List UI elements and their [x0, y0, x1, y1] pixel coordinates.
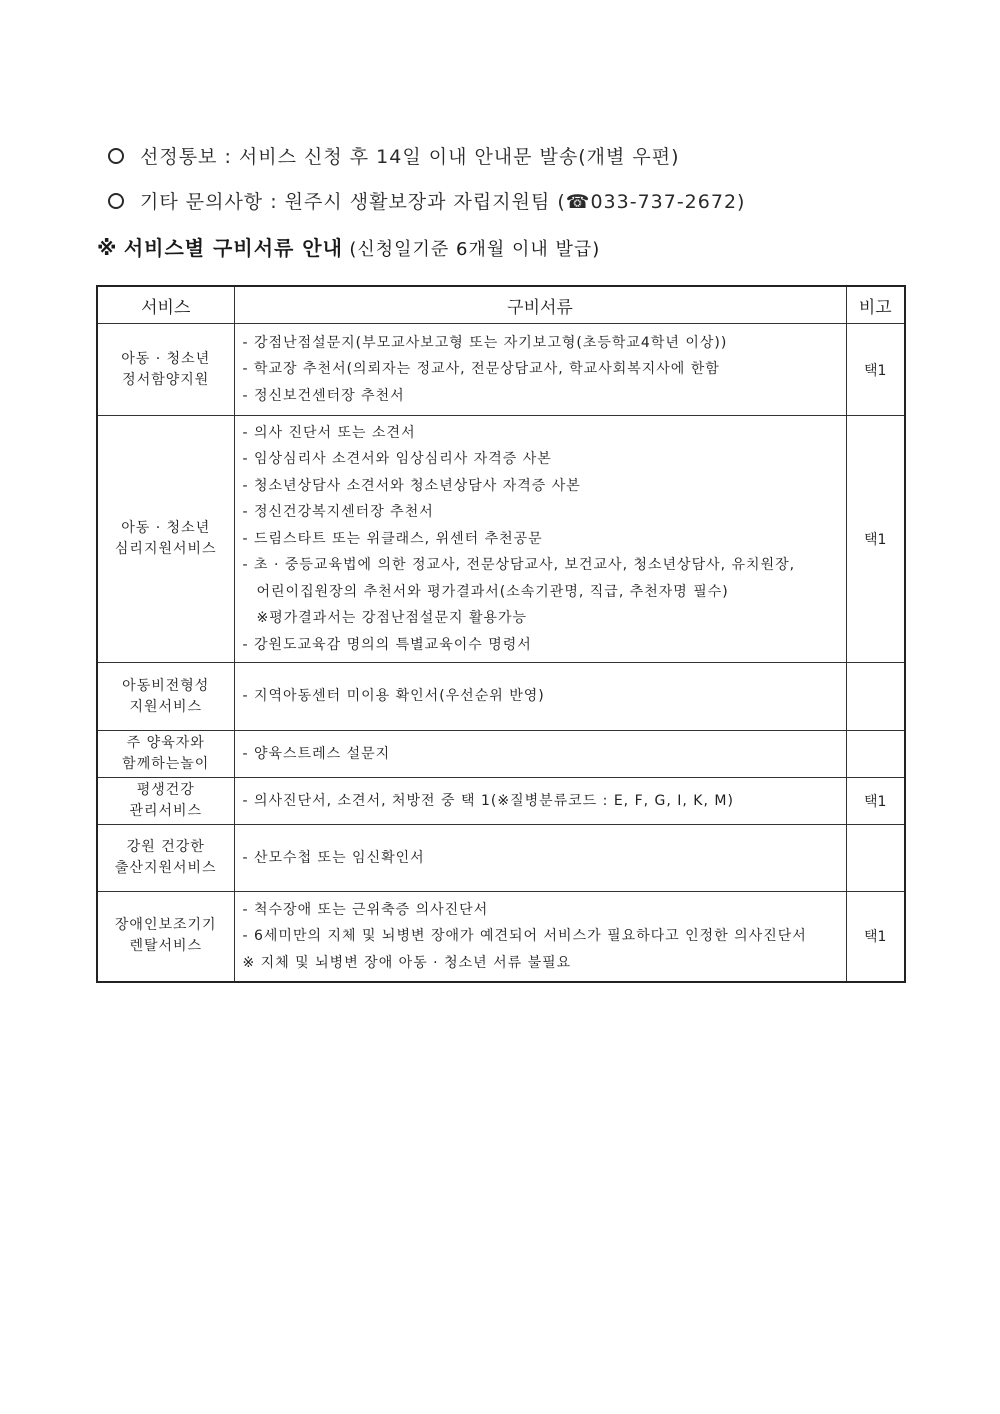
docs-cell [234, 731, 846, 778]
section-note: (신청일기준 6개월 이내 발급) [349, 239, 601, 260]
note-cell [846, 663, 905, 731]
notice-selection [108, 142, 680, 169]
note-cell: 택1 [846, 324, 905, 416]
note-cell [846, 825, 905, 892]
doc-item: - 강원도교육감 명의의 특별교육이수 명령서 [242, 636, 532, 653]
doc-item: - 청소년상담사 소견서와 청소년상담사 자격증 사본 [242, 477, 581, 494]
service-line: 주 양육자와 [126, 735, 205, 751]
table-row [97, 825, 905, 892]
note-cell: 택1 [846, 892, 905, 982]
note-cell: 택1 [846, 778, 905, 825]
reference-mark: ※ [97, 236, 118, 260]
doc-item: - 학교장 추천서(의뢰자는 정교사, 전문상담교사, 학교사회복지사에 한함 [242, 361, 720, 378]
doc-item: - 지역아동센터 미이용 확인서(우선순위 반영) [242, 688, 545, 705]
service-line: 심리지원서비스 [114, 541, 217, 557]
service-line: 평생건강 [136, 782, 195, 798]
doc-item: ※평가결과서는 강점난점설문지 활용가능 [256, 610, 528, 627]
doc-item: - 산모수첩 또는 임신확인서 [242, 849, 425, 866]
doc-item: - 드림스타트 또는 위클래스, 위센터 추천공문 [242, 530, 543, 547]
doc-item: - 정신보건센터장 추천서 [242, 387, 405, 404]
table-row [97, 892, 905, 982]
service-line: 관리서비스 [129, 803, 203, 819]
docs-cell [234, 892, 846, 982]
doc-item: - 임상심리사 소견서와 임상심리사 자격증 사본 [242, 451, 552, 468]
doc-item: - 의사진단서, 소견서, 처방전 중 택 1(※질병분류코드 : E, F, G, I, K, M) [242, 792, 734, 809]
section-title: 서비스별 구비서류 안내 [123, 236, 343, 260]
note-cell [846, 731, 905, 778]
service-cell [97, 825, 234, 892]
notice-selection-text: 선정통보 : 서비스 신청 후 14일 이내 안내문 발송(개별 우편) [140, 146, 680, 168]
table-row [97, 663, 905, 731]
docs-cell [234, 324, 846, 416]
table-row [97, 416, 905, 663]
docs-cell [234, 416, 846, 663]
service-line: 지원서비스 [129, 698, 203, 715]
service-cell [97, 663, 234, 731]
service-line: 아동비전형성 [122, 677, 210, 694]
doc-item: - 6세미만의 지체 및 뇌병변 장애가 예견되어 서비스가 필요하다고 인정한 의사진단서 [242, 928, 807, 944]
service-line: 정서함양지원 [122, 371, 210, 388]
circle-bullet-icon [108, 148, 124, 164]
service-line: 출산지원서비스 [114, 860, 217, 876]
service-line: 아동 · 청소년 [121, 350, 211, 367]
doc-item: - 양육스트레스 설문지 [242, 745, 391, 762]
note-cell: 택1 [846, 416, 905, 663]
doc-item: 어린이집원장의 추천서와 평가결과서(소속기관명, 직급, 추천자명 필수) [256, 583, 729, 600]
docs-cell [234, 825, 846, 892]
service-line: 렌탈서비스 [129, 938, 203, 955]
table-row [97, 778, 905, 825]
table-row [97, 324, 905, 416]
service-line: 장애인보조기기 [114, 917, 217, 934]
doc-item: - 척수장애 또는 근위축증 의사진단서 [242, 901, 489, 918]
table-header-row [97, 286, 905, 324]
doc-item: - 초 · 중등교육법에 의한 정교사, 전문상담교사, 보건교사, 청소년상담사, 유치원장, [242, 557, 796, 574]
notice-inquiry [108, 187, 745, 214]
service-line: 함께하는놀이 [122, 756, 210, 772]
service-cell [97, 892, 234, 982]
documents-table [96, 285, 906, 983]
docs-cell [234, 778, 846, 825]
service-cell [97, 778, 234, 825]
doc-item: - 의사 진단서 또는 소견서 [242, 424, 416, 441]
circle-bullet-icon [108, 193, 124, 209]
doc-item: - 정신건강복지센터장 추천서 [242, 504, 434, 521]
service-cell [97, 416, 234, 663]
section-heading [97, 232, 600, 261]
doc-item: - 강점난점설문지(부모교사보고형 또는 자기보고형(초등학교4학년 이상)) [242, 334, 728, 351]
header-service: 서비스 [97, 286, 234, 324]
docs-cell [234, 663, 846, 731]
service-line: 강원 건강한 [126, 839, 205, 855]
table-row [97, 731, 905, 778]
service-cell [97, 731, 234, 778]
service-cell [97, 324, 234, 416]
doc-item: ※ 지체 및 뇌병변 장애 아동 · 청소년 서류 불필요 [242, 954, 572, 971]
header-docs: 구비서류 [234, 286, 846, 324]
header-note: 비고 [846, 286, 905, 324]
notice-inquiry-text: 기타 문의사항 : 원주시 생활보장과 자립지원팀 (☎033-737-2672) [140, 191, 746, 213]
service-line: 아동 · 청소년 [121, 520, 211, 536]
